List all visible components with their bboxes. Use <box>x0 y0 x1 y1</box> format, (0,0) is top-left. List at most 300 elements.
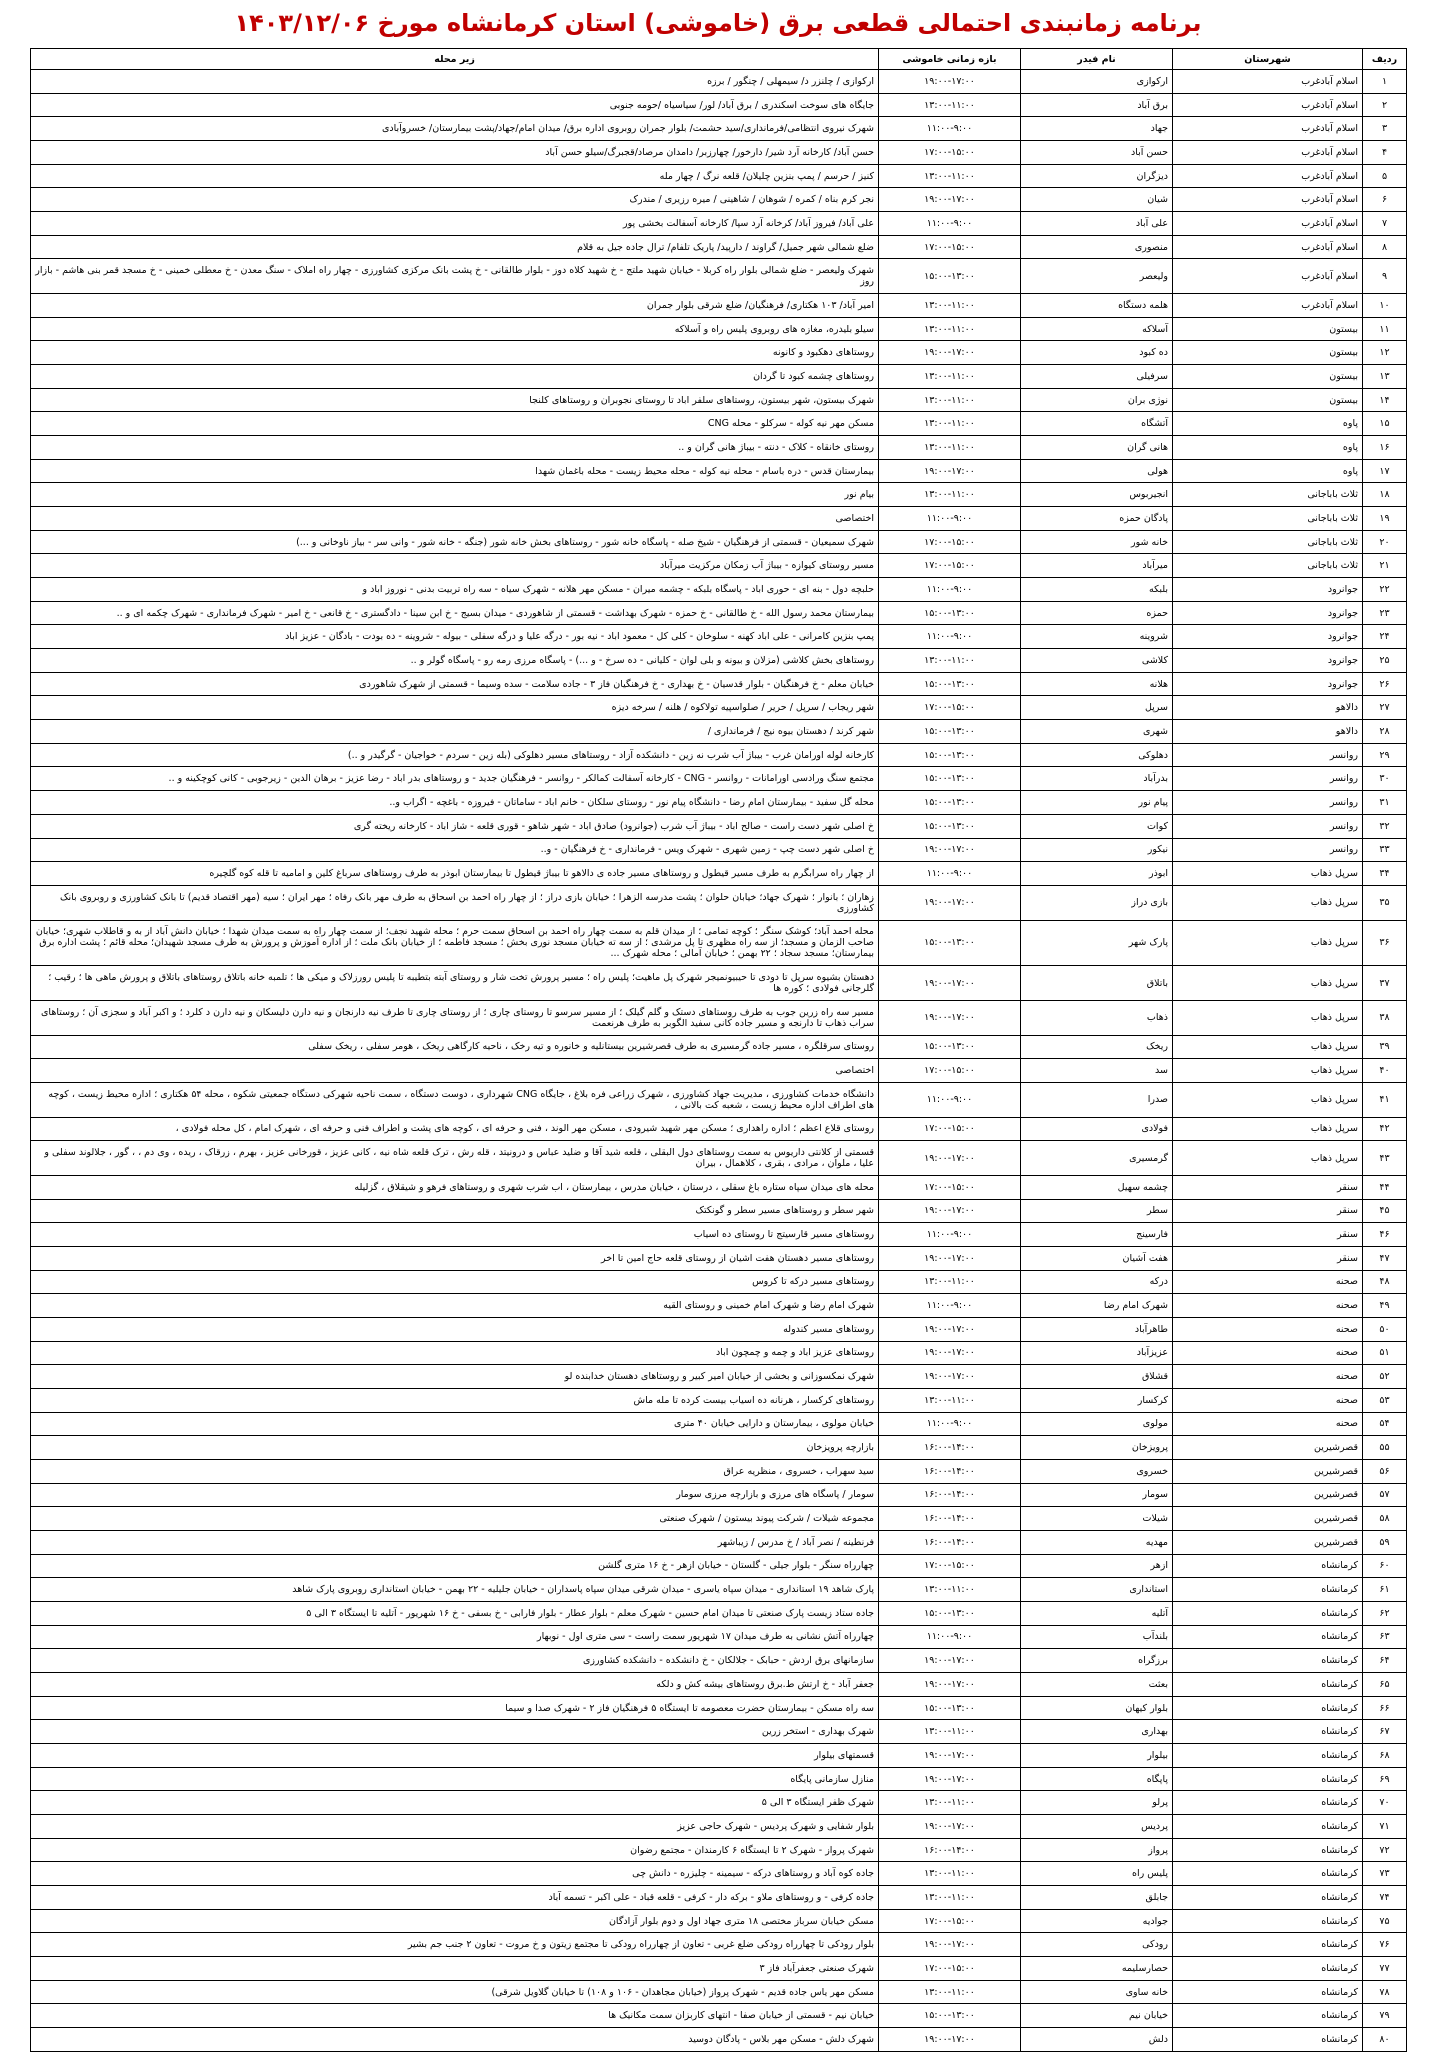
table-row <box>31 1294 1407 1318</box>
county-cell: سرپل ذهاب <box>1173 966 1363 1001</box>
row-number: ۸۰ <box>1363 2028 1407 2052</box>
row-number: ۱ <box>1363 70 1407 94</box>
outage-window-cell: ۱۱:۰۰-۹:۰۰ <box>879 862 1021 886</box>
outage-window-cell: ۱۹:۰۰-۱۷:۰۰ <box>879 1767 1021 1791</box>
county-cell: جوانرود <box>1173 672 1363 696</box>
feeder-cell: هولی <box>1021 459 1173 483</box>
outage-schedule-table <box>30 48 1407 2052</box>
county-cell: جوانرود <box>1173 649 1363 673</box>
feeder-cell: جابلق <box>1021 1886 1173 1910</box>
outage-window-cell: ۱۳:۰۰-۱۱:۰۰ <box>879 1791 1021 1815</box>
area-cell: خ اصلی شهر دست چپ - زمین شهری - شهرک ویس - فرمانداری - خ فرهنگیان - و.. <box>31 838 879 862</box>
outage-window-cell: ۱۳:۰۰-۱۱:۰۰ <box>879 649 1021 673</box>
row-number: ۱۷ <box>1363 459 1407 483</box>
outage-window-cell: ۱۵:۰۰-۱۳:۰۰ <box>879 1035 1021 1059</box>
row-number: ۷۲ <box>1363 1838 1407 1862</box>
row-number: ۲۹ <box>1363 743 1407 767</box>
table-row <box>31 1957 1407 1981</box>
outage-window-cell: ۱۵:۰۰-۱۳:۰۰ <box>879 601 1021 625</box>
county-cell: اسلام آبادغرب <box>1173 212 1363 236</box>
feeder-cell: مولوی <box>1021 1412 1173 1436</box>
county-cell: روانسر <box>1173 767 1363 791</box>
county-cell: کرمانشاه <box>1173 1767 1363 1791</box>
table-row <box>31 814 1407 838</box>
area-cell: شهر ریجاب / سرپل / حریر / صلواسپیه تولاکوه / هلنه / سرخه دیزه <box>31 696 879 720</box>
outage-window-cell: ۱۵:۰۰-۱۳:۰۰ <box>879 743 1021 767</box>
outage-window-cell: ۱۳:۰۰-۱۱:۰۰ <box>879 483 1021 507</box>
outage-window-cell: ۱۱:۰۰-۹:۰۰ <box>879 1412 1021 1436</box>
table-row <box>31 212 1407 236</box>
row-number: ۴۰ <box>1363 1059 1407 1083</box>
table-row <box>31 1649 1407 1673</box>
header-area: زیر محله <box>31 49 879 70</box>
area-cell: شهر کرند / دهستان بیوه نیج / فرمانداری / <box>31 720 879 744</box>
area-cell: بیمارستان قدس - دره باسام - محله نیه کوله - محله محیط زیست - محله باغمان شهدا <box>31 459 879 483</box>
row-number: ۳۸ <box>1363 1000 1407 1035</box>
area-cell: سازمانهای برق اردش - حبابک - جلالکان - خ دانشکده - دانشکده کشاورزی <box>31 1649 879 1673</box>
row-number: ۷۷ <box>1363 1957 1407 1981</box>
row-number: ۱۵ <box>1363 412 1407 436</box>
row-number: ۴۵ <box>1363 1199 1407 1223</box>
row-number: ۲۱ <box>1363 554 1407 578</box>
outage-window-cell: ۱۱:۰۰-۹:۰۰ <box>879 1082 1021 1117</box>
county-cell: جوانرود <box>1173 601 1363 625</box>
table-row <box>31 1744 1407 1768</box>
area-cell: روستاهای دهکبود و کانونه <box>31 341 879 365</box>
row-number: ۷۳ <box>1363 1862 1407 1886</box>
row-number: ۶۸ <box>1363 1744 1407 1768</box>
feeder-cell: انجیربوس <box>1021 483 1173 507</box>
county-cell: سرپل ذهاب <box>1173 1117 1363 1141</box>
table-row <box>31 188 1407 212</box>
county-cell: صحنه <box>1173 1388 1363 1412</box>
outage-window-cell: ۱۶:۰۰-۱۴:۰۰ <box>879 1530 1021 1554</box>
row-number: ۴۷ <box>1363 1246 1407 1270</box>
row-number: ۵۰ <box>1363 1317 1407 1341</box>
table-row <box>31 2028 1407 2052</box>
area-cell: حلبچه دول - بنه ای - حوری اباد - پاسگاه بلبکه - چشمه میران - مسکن مهر هلانه - شهرک سیاه - سه راه تربیت بدنی - نوروز اباد و <box>31 578 879 602</box>
table-row <box>31 578 1407 602</box>
area-cell: روستاهای بخش کلاشی (مزلان و بیونه و بلی لوان - کلیانی - ده سرخ - و ...) - پاسگاه مرزی رمه رو - پاسگاه گولر و .. <box>31 649 879 673</box>
outage-window-cell: ۱۱:۰۰-۹:۰۰ <box>879 1223 1021 1247</box>
county-cell: بیستون <box>1173 365 1363 389</box>
outage-window-cell: ۱۵:۰۰-۱۳:۰۰ <box>879 1601 1021 1625</box>
feeder-cell: بدرآباد <box>1021 767 1173 791</box>
outage-window-cell: ۱۹:۰۰-۱۷:۰۰ <box>879 1815 1021 1839</box>
row-number: ۳۲ <box>1363 814 1407 838</box>
feeder-cell: شروینه <box>1021 625 1173 649</box>
area-cell: دهستان بشیوه سرپل تا دودی تا حیبیونمیجر شهرک پل ماهیت؛ پلیس راه ؛ مسیر پرورش تخت شار و روستای آبته بتطیبه تا پلیس رورزلاک و میکی ها ؛ تلمبه خانه باتلاق روستاهای باتلاق و پرورش ماهی ها ؛ رقیب ؛ گلرجانی فولادی ؛ کوره ها <box>31 966 879 1001</box>
table-row <box>31 1483 1407 1507</box>
feeder-cell: خیابان نیم <box>1021 2004 1173 2028</box>
feeder-cell: گرمسیری <box>1021 1141 1173 1176</box>
area-cell: جاده کرفی - و روستاهای ملاو - برکه دار - کرفی - قلعه قباد - علی اکبر - تسمه آباد <box>31 1886 879 1910</box>
row-number: ۵۵ <box>1363 1436 1407 1460</box>
header-row-number: ردیف <box>1363 49 1407 70</box>
area-cell: مسیر سه راه زرین جوب به طرف روستاهای دستک و گلم گیلک ؛ از مسیر سرسو تا روستای چاری ؛ از روستای چاری تا طرف نیه دارنجان و نیه دارن دلیسکان و نیه دارن د کلرد ؛ و اکبر آباد و سجزی آن ؛ روستاهای سراب ذهاب تا دارنجه و مسیر جاده کانی سفید الگوبر به طرف هرنعمت <box>31 1000 879 1035</box>
table-row <box>31 341 1407 365</box>
table-row <box>31 1886 1407 1910</box>
area-cell: جایگاه های سوخت اسکندری / برق آباد/ لور/ سیاسیاه /حومه جنوبی <box>31 93 879 117</box>
outage-window-cell: ۱۱:۰۰-۹:۰۰ <box>879 212 1021 236</box>
table-row <box>31 649 1407 673</box>
row-number: ۲۴ <box>1363 625 1407 649</box>
table-row <box>31 885 1407 920</box>
feeder-cell: باتلاق <box>1021 966 1173 1001</box>
feeder-cell: رودکی <box>1021 1933 1173 1957</box>
county-cell: دالاهو <box>1173 696 1363 720</box>
table-row <box>31 294 1407 318</box>
row-number: ۳۳ <box>1363 838 1407 862</box>
row-number: ۳۶ <box>1363 920 1407 966</box>
row-number: ۷ <box>1363 212 1407 236</box>
feeder-cell: طاهرآباد <box>1021 1317 1173 1341</box>
county-cell: بیستون <box>1173 388 1363 412</box>
table-row <box>31 317 1407 341</box>
table-row <box>31 1117 1407 1141</box>
feeder-cell: کرکسار <box>1021 1388 1173 1412</box>
outage-window-cell: ۱۹:۰۰-۱۷:۰۰ <box>879 1649 1021 1673</box>
outage-window-cell: ۱۳:۰۰-۱۱:۰۰ <box>879 412 1021 436</box>
area-cell: بازارچه پرویزخان <box>31 1436 879 1460</box>
table-row <box>31 164 1407 188</box>
header-outage-window: بازه زمانی خاموشی <box>879 49 1021 70</box>
table-header-row <box>31 49 1407 70</box>
table-row <box>31 459 1407 483</box>
county-cell: کرمانشاه <box>1173 1909 1363 1933</box>
row-number: ۷۱ <box>1363 1815 1407 1839</box>
table-row <box>31 862 1407 886</box>
area-cell: بیام نور <box>31 483 879 507</box>
outage-window-cell: ۱۵:۰۰-۱۳:۰۰ <box>879 259 1021 294</box>
table-row <box>31 1507 1407 1531</box>
feeder-cell: فولادی <box>1021 1117 1173 1141</box>
county-cell: دالاهو <box>1173 720 1363 744</box>
county-cell: صحنه <box>1173 1270 1363 1294</box>
area-cell: جعفر آباد - خ ارتش ط.برق روستاهای بیشه کش و دلکه <box>31 1673 879 1697</box>
row-number: ۶۴ <box>1363 1649 1407 1673</box>
outage-window-cell: ۱۳:۰۰-۱۱:۰۰ <box>879 388 1021 412</box>
row-number: ۵۳ <box>1363 1388 1407 1412</box>
table-row <box>31 1909 1407 1933</box>
row-number: ۱۹ <box>1363 507 1407 531</box>
feeder-cell: قشلاق <box>1021 1365 1173 1389</box>
area-cell: از چهار راه سرابگرم به طرف مسیر قیطول و روستاهای مسیر جاده ی دالاهو تا بیباژ قیطول تا بیمارستان ابوذر به طرف روستاهای سرباغ کلین و امامیه تا قله کوه گلچیره <box>31 862 879 886</box>
feeder-cell: آتلیه <box>1021 1601 1173 1625</box>
table-row <box>31 920 1407 966</box>
table-row <box>31 93 1407 117</box>
outage-window-cell: ۱۱:۰۰-۹:۰۰ <box>879 578 1021 602</box>
table-row <box>31 838 1407 862</box>
area-cell: روستاهای چشمه کبود تا گردان <box>31 365 879 389</box>
feeder-cell: بلوار کیهان <box>1021 1696 1173 1720</box>
table-row <box>31 1933 1407 1957</box>
area-cell: نجر کرم بناه / کمره / شوهان / شاهینی / میره رزیری / مندرک <box>31 188 879 212</box>
area-cell: محله احمد آباد؛ کوشک سنگر ؛ کوچه تمامی ؛ از میدان قلم به سمت چهار راه احمد بن اسحاق سمت حرم ؛ محله شهید نجف؛ از سمت چهار راه به سمت میدان شهدا ؛ خیابان دانش آباد از به و قاطلاب شهری؛ خیابان صاحب الزمان و مسجد؛ از سه راه مظهری تا پل مرشدی ؛ از سه ته خیابان مسجد نوری بخش ؛ مسجد فاطمه ؛ از خیابان بانک ملت ؛ از اداره آموزش و پرورش به طرف مسجد شهیدان؛ محله قائم ؛ پشت اداره برق بیمارستان؛ مسجد سجاد ؛ ۲۲ بهمن ؛ خیابان آمالی ؛ محله شهرک ... <box>31 920 879 966</box>
county-cell: ثلاث باباجانی <box>1173 530 1363 554</box>
row-number: ۶۹ <box>1363 1767 1407 1791</box>
feeder-cell: خانه شور <box>1021 530 1173 554</box>
table-row <box>31 1838 1407 1862</box>
feeder-cell: بهداری <box>1021 1720 1173 1744</box>
feeder-cell: شهرک امام رضا <box>1021 1294 1173 1318</box>
outage-window-cell: ۱۶:۰۰-۱۴:۰۰ <box>879 1459 1021 1483</box>
row-number: ۶۱ <box>1363 1578 1407 1602</box>
feeder-cell: حسن آباد <box>1021 141 1173 165</box>
county-cell: کرمانشاه <box>1173 2004 1363 2028</box>
county-cell: بیستون <box>1173 317 1363 341</box>
county-cell: کرمانشاه <box>1173 1625 1363 1649</box>
outage-window-cell: ۱۹:۰۰-۱۷:۰۰ <box>879 341 1021 365</box>
county-cell: روانسر <box>1173 743 1363 767</box>
feeder-cell: پیام نور <box>1021 791 1173 815</box>
county-cell: کرمانشاه <box>1173 1601 1363 1625</box>
feeder-cell: منصوری <box>1021 235 1173 259</box>
table-row <box>31 1791 1407 1815</box>
feeder-cell: هانی گران <box>1021 436 1173 460</box>
area-cell: شهرک سمیعیان - قسمتی از فرهنگیان - شیخ صله - پاسگاه خانه شور - روستاهای بخش خانه شور (جنگه - خانه شور - وانی سر - بیاز ناوخانی و ...) <box>31 530 879 554</box>
outage-window-cell: ۱۳:۰۰-۱۱:۰۰ <box>879 1270 1021 1294</box>
county-cell: صحنه <box>1173 1341 1363 1365</box>
row-number: ۴۱ <box>1363 1082 1407 1117</box>
row-number: ۳۴ <box>1363 862 1407 886</box>
area-cell: فرنطینه / نصر آباد / خ مدرس / زیباشهر <box>31 1530 879 1554</box>
area-cell: شهرک ولیعصر - ضلع شمالی بلوار راه کربلا - خیابان شهید ملتج - خ شهید کلاه دوز - بلوار طالقانی - خ پشت بانک مرکزی کشاورزی - چهار راه املاک - سنگ معدن - خ معطلی خمینی - خ مسجد قمر بنی هاشم - بازار روز <box>31 259 879 294</box>
table-row <box>31 1365 1407 1389</box>
table-row <box>31 601 1407 625</box>
county-cell: اسلام آبادغرب <box>1173 141 1363 165</box>
area-cell: کنیز / حرسم / پمپ بنزین چلیلان/ قلعه نرگ / چهار مله <box>31 164 879 188</box>
feeder-cell: هفت آشیان <box>1021 1246 1173 1270</box>
feeder-cell: پرلو <box>1021 1791 1173 1815</box>
row-number: ۴۳ <box>1363 1141 1407 1176</box>
feeder-cell: صدرا <box>1021 1082 1173 1117</box>
row-number: ۷۴ <box>1363 1886 1407 1910</box>
county-cell: سرپل ذهاب <box>1173 1059 1363 1083</box>
outage-window-cell: ۱۵:۰۰-۱۳:۰۰ <box>879 767 1021 791</box>
county-cell: کرمانشاه <box>1173 1862 1363 1886</box>
area-cell: کارخانه لوله اورامان غرب - بیباژ آب شرب نه زین - دانشکده آزاد - روستاهای مسیر دهلوکی (بله زین - سردم - خواجیان - گرگیدر و ..) <box>31 743 879 767</box>
row-number: ۴۴ <box>1363 1175 1407 1199</box>
county-cell: روانسر <box>1173 838 1363 862</box>
table-row <box>31 767 1407 791</box>
table-row <box>31 507 1407 531</box>
row-number: ۴۸ <box>1363 1270 1407 1294</box>
area-cell: روستاهای کرکسار ، هرنانه ده اسیاب بیست کرده تا مله ماش <box>31 1388 879 1412</box>
outage-window-cell: ۱۶:۰۰-۱۴:۰۰ <box>879 1507 1021 1531</box>
outage-window-cell: ۱۹:۰۰-۱۷:۰۰ <box>879 1246 1021 1270</box>
county-cell: پاوه <box>1173 459 1363 483</box>
county-cell: اسلام آبادغرب <box>1173 93 1363 117</box>
row-number: ۸ <box>1363 235 1407 259</box>
row-number: ۷۹ <box>1363 2004 1407 2028</box>
feeder-cell: هلانه <box>1021 672 1173 696</box>
county-cell: صحنه <box>1173 1294 1363 1318</box>
table-body <box>31 70 1407 2052</box>
feeder-cell: سطر <box>1021 1199 1173 1223</box>
row-number: ۲۸ <box>1363 720 1407 744</box>
county-cell: سنقر <box>1173 1223 1363 1247</box>
table-row <box>31 966 1407 1001</box>
feeder-cell: برزگراه <box>1021 1649 1173 1673</box>
county-cell: اسلام آبادغرب <box>1173 188 1363 212</box>
outage-window-cell: ۱۳:۰۰-۱۱:۰۰ <box>879 164 1021 188</box>
county-cell: کرمانشاه <box>1173 1649 1363 1673</box>
area-cell: شهرک صنعتی جعفرآباد فاز ۳ <box>31 1957 879 1981</box>
row-number: ۱۲ <box>1363 341 1407 365</box>
outage-window-cell: ۱۹:۰۰-۱۷:۰۰ <box>879 1341 1021 1365</box>
feeder-cell: کوات <box>1021 814 1173 838</box>
table-row <box>31 388 1407 412</box>
table-row <box>31 1767 1407 1791</box>
outage-window-cell: ۱۳:۰۰-۱۱:۰۰ <box>879 1980 1021 2004</box>
county-cell: صحنه <box>1173 1317 1363 1341</box>
area-cell: جاده ستاد زیست پارک صنعتی تا میدان امام حسین - شهرک معلم - بلوار عطار - بلوار فارابی - خ بسفی - خ ۱۶ شهریور - آتلیه تا ایستگاه ۳ الی ۵ <box>31 1601 879 1625</box>
outage-window-cell: ۱۳:۰۰-۱۱:۰۰ <box>879 1720 1021 1744</box>
county-cell: اسلام آبادغرب <box>1173 235 1363 259</box>
row-number: ۵۸ <box>1363 1507 1407 1531</box>
row-number: ۳۹ <box>1363 1035 1407 1059</box>
table-row <box>31 365 1407 389</box>
table-row <box>31 743 1407 767</box>
outage-window-cell: ۱۹:۰۰-۱۷:۰۰ <box>879 1199 1021 1223</box>
feeder-cell: دهلوکی <box>1021 743 1173 767</box>
row-number: ۴۶ <box>1363 1223 1407 1247</box>
outage-window-cell: ۱۹:۰۰-۱۷:۰۰ <box>879 1744 1021 1768</box>
row-number: ۷۸ <box>1363 1980 1407 2004</box>
outage-window-cell: ۱۳:۰۰-۱۱:۰۰ <box>879 317 1021 341</box>
county-cell: سرپل ذهاب <box>1173 1035 1363 1059</box>
feeder-cell: ولیعصر <box>1021 259 1173 294</box>
outage-window-cell: ۱۷:۰۰-۱۵:۰۰ <box>879 1957 1021 1981</box>
feeder-cell: درکه <box>1021 1270 1173 1294</box>
table-row <box>31 1141 1407 1176</box>
county-cell: سرپل ذهاب <box>1173 1082 1363 1117</box>
row-number: ۵۲ <box>1363 1365 1407 1389</box>
area-cell: روستاهای عزیز اباد و چمه و چمچون اباد <box>31 1341 879 1365</box>
county-cell: کرمانشاه <box>1173 1838 1363 1862</box>
table-row <box>31 436 1407 460</box>
county-cell: قصرشیرین <box>1173 1459 1363 1483</box>
area-cell: شهرک پرواز - شهرک ۲ تا ایستگاه ۶ کارمندان - مجتمع رضوان <box>31 1838 879 1862</box>
row-number: ۷۵ <box>1363 1909 1407 1933</box>
feeder-cell: شهری <box>1021 720 1173 744</box>
area-cell: خ اصلی شهر دست راست - صالح اباد - بیباژ آب شرب (جوانرود) صادق اباد - شهر شاهو - قوری قلعه - شاز اباد - کارخانه ریخته گری <box>31 814 879 838</box>
feeder-cell: آسلاکه <box>1021 317 1173 341</box>
outage-window-cell: ۱۷:۰۰-۱۵:۰۰ <box>879 141 1021 165</box>
outage-window-cell: ۱۵:۰۰-۱۳:۰۰ <box>879 720 1021 744</box>
feeder-cell: حصارسلیمه <box>1021 1957 1173 1981</box>
county-cell: اسلام آبادغرب <box>1173 117 1363 141</box>
area-cell: مسکن مهر نیه کوله - سرکلو - محله CNG <box>31 412 879 436</box>
area-cell: شهرک بهداری - استخر زرین <box>31 1720 879 1744</box>
row-number: ۱۳ <box>1363 365 1407 389</box>
area-cell: علی آباد/ فیروز آباد/ کرخانه آرد سپا/ کارخانه آسفالت بخشی پور <box>31 212 879 236</box>
feeder-cell: ده کبود <box>1021 341 1173 365</box>
table-row <box>31 1625 1407 1649</box>
county-cell: کرمانشاه <box>1173 1720 1363 1744</box>
outage-window-cell: ۱۹:۰۰-۱۷:۰۰ <box>879 188 1021 212</box>
feeder-cell: بلبکه <box>1021 578 1173 602</box>
area-cell: بلوار رودکی تا چهارراه رودکی ضلع غربی - تعاون از چهارراه رودکی تا مجتمع زیتون و خ مروت - تعاون ۲ جنب جم بشیر <box>31 1933 879 1957</box>
table-row <box>31 235 1407 259</box>
table-row <box>31 412 1407 436</box>
outage-window-cell: ۱۳:۰۰-۱۱:۰۰ <box>879 1578 1021 1602</box>
county-cell: قصرشیرین <box>1173 1483 1363 1507</box>
area-cell: روستاهای مسیر قارسیتج تا روستای ده اسیاب <box>31 1223 879 1247</box>
county-cell: کرمانشاه <box>1173 1578 1363 1602</box>
outage-window-cell: ۱۱:۰۰-۹:۰۰ <box>879 625 1021 649</box>
table-row <box>31 1720 1407 1744</box>
outage-window-cell: ۱۷:۰۰-۱۵:۰۰ <box>879 1117 1021 1141</box>
row-number: ۲ <box>1363 93 1407 117</box>
outage-window-cell: ۱۷:۰۰-۱۵:۰۰ <box>879 1909 1021 1933</box>
outage-window-cell: ۱۵:۰۰-۱۳:۰۰ <box>879 2004 1021 2028</box>
area-cell: قسمتهای بیلوار <box>31 1744 879 1768</box>
page-title: برنامه زمانبندی احتمالی قطعی برق (خاموشی) استان کرمانشاه مورخ ۱۴۰۳/۱۲/۰۶ <box>234 9 1202 37</box>
table-row <box>31 1815 1407 1839</box>
county-cell: ثلاث باباجانی <box>1173 507 1363 531</box>
outage-window-cell: ۱۹:۰۰-۱۷:۰۰ <box>879 2028 1021 2052</box>
table-row <box>31 1980 1407 2004</box>
feeder-cell: برق آباد <box>1021 93 1173 117</box>
table-row <box>31 141 1407 165</box>
row-number: ۲۷ <box>1363 696 1407 720</box>
feeder-cell: دلش <box>1021 2028 1173 2052</box>
county-cell: کرمانشاه <box>1173 1933 1363 1957</box>
outage-window-cell: ۱۵:۰۰-۱۳:۰۰ <box>879 814 1021 838</box>
header-county: شهرستان <box>1173 49 1363 70</box>
area-cell: منازل سازمانی پایگاه <box>31 1767 879 1791</box>
outage-window-cell: ۱۳:۰۰-۱۱:۰۰ <box>879 294 1021 318</box>
outage-window-cell: ۱۹:۰۰-۱۷:۰۰ <box>879 1000 1021 1035</box>
county-cell: پاوه <box>1173 436 1363 460</box>
area-cell: پمپ بنزین کامرانی - علی اباد کهنه - سلوخان - کلی کل - معمود اباد - نیه بور - درگه علیا و درگه سفلی - بیوله - شروینه - ده بودت - بادگان - عزیز اباد <box>31 625 879 649</box>
area-cell: روستای سرقلگره ، مسیر جاده گرمسیری به طرف قصرشیرین بیستانلیه و خانوره و تیه رخک ، ناحیه کارگاهی ریخک ، هومر سفلی ، ریخک سفلی <box>31 1035 879 1059</box>
county-cell: اسلام آبادغرب <box>1173 259 1363 294</box>
area-cell: سیلو بلیدره، مغازه های روبروی پلیس راه و آسلاکه <box>31 317 879 341</box>
feeder-cell: میرآباد <box>1021 554 1173 578</box>
area-cell: مسکن خیابان سرباز مختصی ۱۸ متری جهاد اول و دوم بلوار آزادگان <box>31 1909 879 1933</box>
area-cell: شهر سطر و روستاهای مسیر سطر و گونکتک <box>31 1199 879 1223</box>
outage-window-cell: ۱۷:۰۰-۱۵:۰۰ <box>879 554 1021 578</box>
county-cell: اسلام آبادغرب <box>1173 70 1363 94</box>
table-row <box>31 1223 1407 1247</box>
row-number: ۲۰ <box>1363 530 1407 554</box>
county-cell: بیستون <box>1173 341 1363 365</box>
outage-window-cell: ۱۵:۰۰-۱۳:۰۰ <box>879 791 1021 815</box>
outage-window-cell: ۱۱:۰۰-۹:۰۰ <box>879 1625 1021 1649</box>
row-number: ۶۵ <box>1363 1673 1407 1697</box>
table-row <box>31 530 1407 554</box>
county-cell: صحنه <box>1173 1365 1363 1389</box>
area-cell: پارک شاهد ۱۹ استانداری - میدان سپاه یاسری - میدان شرقی میدان سپاه پاسداران - خیابان جلیلیه - ۲۲ بهمن - خیابان استانداری روبروی پارک شاهد <box>31 1578 879 1602</box>
county-cell: قصرشیرین <box>1173 1530 1363 1554</box>
table-row <box>31 483 1407 507</box>
county-cell: سرپل ذهاب <box>1173 1000 1363 1035</box>
row-number: ۷۶ <box>1363 1933 1407 1957</box>
county-cell: اسلام آبادغرب <box>1173 164 1363 188</box>
table-row <box>31 1317 1407 1341</box>
feeder-cell: مهدیه <box>1021 1530 1173 1554</box>
outage-window-cell: ۱۷:۰۰-۱۵:۰۰ <box>879 1175 1021 1199</box>
row-number: ۲۲ <box>1363 578 1407 602</box>
outage-window-cell: ۱۹:۰۰-۱۷:۰۰ <box>879 1673 1021 1697</box>
row-number: ۴ <box>1363 141 1407 165</box>
county-cell: کرمانشاه <box>1173 1744 1363 1768</box>
area-cell: روستاهای مسیر درکه تا کروس <box>31 1270 879 1294</box>
county-cell: ثلاث باباجانی <box>1173 483 1363 507</box>
